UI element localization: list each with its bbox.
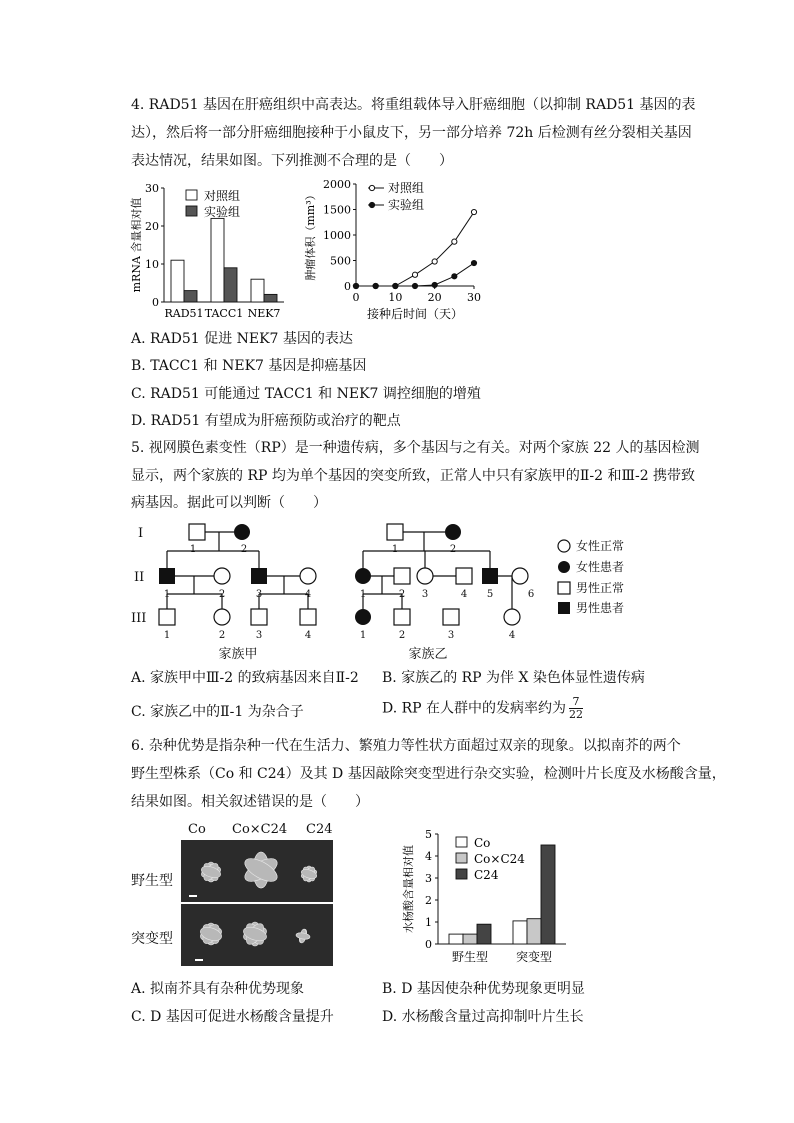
- gen-label-I: I: [138, 526, 144, 541]
- fraction-denominator: 22: [569, 708, 584, 721]
- pedigree-b-III-3: [443, 609, 459, 625]
- y-tick-label: 1500: [323, 203, 351, 217]
- plant-photo-row-wild: 野生型: [131, 873, 173, 889]
- y-axis-label: mRNA 含量相对值: [130, 197, 143, 293]
- pedigree-b-II-2: [394, 568, 410, 584]
- x-tick-label: 30: [467, 291, 481, 304]
- q5-option-c[interactable]: C. 家族乙中的Ⅱ-1 为杂合子: [131, 704, 304, 720]
- q4-stem-line-2: 达），然后将一部分肝癌细胞接种于小鼠皮下，另一部分培养 72h 后检测有丝分裂相关基因: [131, 125, 692, 141]
- q4-option-c[interactable]: C. RAD51 可能通过 TACC1 和 NEK7 调控细胞的增殖: [131, 386, 481, 402]
- q5-stem-line-1: 5. 视网膜色素变性（RP）是一种遗传病，多个基因与之有关。对两个家族 22 人的基因检测: [131, 440, 700, 456]
- y-tick-label: 0: [425, 938, 432, 951]
- bar-Co-突变型: [513, 921, 527, 944]
- ped-num: 3: [255, 630, 263, 641]
- q5-stem-line-3: 病基因。据此可以判断（ ）: [131, 495, 327, 511]
- legend-swatch: [186, 206, 197, 216]
- pedigree-b-II-3: [417, 568, 433, 584]
- x-tick-label: RAD51: [164, 307, 204, 320]
- y-tick-label: 5: [425, 828, 432, 841]
- ped-num: 3: [421, 589, 429, 600]
- y-tick-label: 2: [425, 894, 432, 907]
- legend-label: 对照组: [388, 181, 425, 195]
- x-axis-label: 接种后时间（天）: [366, 307, 464, 321]
- pedigree-a-III-3: [251, 609, 267, 625]
- point-实验组: [412, 283, 417, 288]
- gen-label-III: III: [131, 611, 147, 626]
- pedigree-a-II-3: [251, 568, 267, 584]
- ped-num: 2: [218, 630, 226, 641]
- legend-label: 实验组: [388, 198, 425, 212]
- pedigree-a-II-2: [214, 568, 230, 584]
- pedigree-b-I-2: [445, 524, 461, 540]
- x-tick-label: TACC1: [204, 307, 244, 320]
- legend-female-affected: 女性患者: [576, 560, 625, 574]
- legend-male-normal: 男性正常: [576, 581, 625, 595]
- x-tick-label: 10: [388, 291, 403, 304]
- q4-option-b[interactable]: B. TACC1 和 NEK7 基因是抑癌基因: [131, 358, 367, 374]
- legend-marker: [369, 185, 374, 190]
- bar-对照组-TACC1: [211, 218, 224, 302]
- q6-option-b[interactable]: B. D 基因使杂种优势现象更明显: [382, 981, 585, 997]
- ped-num: 4: [508, 630, 516, 641]
- legend-label: Co×C24: [474, 852, 525, 866]
- q5-option-a[interactable]: A. 家族甲中Ⅲ-2 的致病基因来自Ⅱ-2: [131, 670, 359, 686]
- plant-photo-col-co: Co: [188, 822, 206, 837]
- point-实验组: [353, 283, 358, 288]
- pedigree-b-II-4: [456, 568, 472, 584]
- x-tick-label: 0: [352, 291, 360, 304]
- y-tick-label: 2000: [323, 178, 351, 191]
- point-对照组: [471, 209, 476, 214]
- q6-stem-line-2: 野生型株系（Co 和 C24）及其 D 基因敲除突变型进行杂交实验，检测叶片长度及水杨酸含量，: [131, 766, 726, 782]
- bar-Co×C24-野生型: [463, 934, 477, 944]
- bar-实验组-TACC1: [224, 268, 237, 302]
- x-tick-label: NEK7: [247, 307, 281, 320]
- pedigree-b-III-2: [394, 609, 410, 625]
- legend-label: 对照组: [204, 189, 241, 203]
- ped-num: 2: [398, 630, 406, 641]
- q5-stem-line-2: 显示，两个家族的 RP 均为单个基因的突变所致，正常人中只有家族甲的Ⅱ-2 和Ⅲ-2 携带致: [131, 468, 696, 484]
- mrna-bar-chart: [128, 176, 288, 324]
- ped-num: 3: [447, 630, 455, 641]
- salicylic-acid-bar-chart: [398, 826, 588, 974]
- pedigree-a-II-1: [159, 568, 175, 584]
- ped-num: 2: [449, 544, 457, 555]
- q5-option-d-text: D. RP 在人群中的发病率约为: [382, 700, 567, 717]
- q6-option-a[interactable]: A. 拟南芥具有杂种优势现象: [131, 981, 305, 997]
- bar-对照组-RAD51: [171, 260, 184, 302]
- q6-stem-line-1: 6. 杂种优势是指杂种一代在生活力、繁殖力等性状方面超过双亲的现象。以拟南芥的两个: [131, 738, 681, 754]
- pedigree-diagram: [128, 518, 648, 664]
- plant-photo-col-c24: C24: [306, 822, 333, 837]
- family-a-label: 家族甲: [218, 647, 258, 662]
- pedigree-b-III-1: [355, 609, 371, 625]
- ped-num: 1: [163, 630, 171, 641]
- point-对照组: [412, 272, 417, 277]
- legend-female-normal-icon: [558, 540, 570, 552]
- pedigree-a-I-1: [189, 524, 205, 540]
- legend-male-normal-icon: [558, 582, 570, 594]
- bar-Co×C24-突变型: [527, 919, 541, 944]
- y-tick-label: 0: [344, 280, 351, 293]
- point-对照组: [432, 259, 437, 264]
- bar-对照组-NEK7: [251, 279, 264, 302]
- y-axis-label: 肿瘤体积（mm³）: [304, 189, 317, 281]
- y-axis-label: 水杨酸含量相对值: [402, 845, 415, 933]
- legend-label: 实验组: [204, 205, 241, 219]
- pedigree-b-I-1: [387, 524, 403, 540]
- q5-option-b[interactable]: B. 家族乙的 RP 为伴 X 染色体显性遗传病: [382, 670, 645, 686]
- plant-photo-mutant-type: [181, 904, 333, 966]
- ped-num: 3: [255, 589, 263, 600]
- pedigree-a-III-2: [214, 609, 230, 625]
- y-tick-label: 4: [425, 850, 432, 863]
- legend-label: Co: [474, 836, 491, 850]
- pedigree-b-III-4: [504, 609, 520, 625]
- legend-swatch: [456, 853, 467, 863]
- ped-num: 6: [527, 589, 535, 600]
- pedigree-b-II-1: [355, 568, 371, 584]
- bar-C24-野生型: [477, 924, 491, 944]
- ped-num: 1: [359, 630, 367, 641]
- point-对照组: [452, 239, 457, 244]
- ped-num: 2: [398, 589, 406, 600]
- legend-swatch: [456, 837, 467, 847]
- pedigree-a-III-1: [159, 609, 175, 625]
- q4-option-a[interactable]: A. RAD51 促进 NEK7 基因的表达: [131, 331, 353, 347]
- y-tick-label: 1: [425, 916, 432, 929]
- ped-num: 1: [391, 544, 399, 555]
- legend-swatch: [456, 869, 467, 879]
- bar-实验组-RAD51: [184, 291, 197, 302]
- x-tick-label: 野生型: [451, 950, 489, 964]
- plant-photo-wild-type: [181, 840, 333, 902]
- bar-Co-野生型: [449, 934, 463, 944]
- plant-photo-col-coxc24: Co×C24: [232, 822, 288, 837]
- legend-male-affected: 男性患者: [576, 601, 625, 615]
- ped-num: 5: [486, 589, 494, 600]
- q4-stem-line-1: 4. RAD51 基因在肝癌组织中高表达。将重组载体导入肝癌细胞（以抑制 RAD51 基因的表: [131, 97, 696, 113]
- bar-C24-突变型: [541, 845, 555, 944]
- rosette-icons-wild: [181, 840, 333, 902]
- ped-num: 2: [218, 589, 226, 600]
- q6-option-d[interactable]: D. 水杨酸含量过高抑制叶片生长: [382, 1009, 584, 1025]
- legend-swatch: [186, 190, 197, 200]
- rosette-icons-mutant: [181, 904, 333, 966]
- q6-option-c[interactable]: C. D 基因可促进水杨酸含量提升: [131, 1009, 334, 1025]
- ped-num: 4: [460, 589, 468, 600]
- family-b-label: 家族乙: [408, 647, 448, 662]
- pedigree-a-I-2: [234, 524, 250, 540]
- plant-photo-row-mutant: 突变型: [131, 931, 173, 947]
- y-tick-label: 10: [145, 258, 159, 271]
- pedigree-a-III-4: [300, 609, 316, 625]
- y-tick-label: 1000: [323, 229, 351, 242]
- q5-option-d-fraction: [569, 696, 583, 721]
- pedigree-b-II-6: [512, 568, 528, 584]
- ped-num: 2: [240, 544, 248, 555]
- pedigree-a-II-4: [300, 568, 316, 584]
- legend-label: C24: [474, 868, 499, 882]
- q4-option-d[interactable]: D. RAD51 有望成为肝癌预防或治疗的靶点: [131, 413, 401, 429]
- point-实验组: [432, 282, 437, 287]
- y-tick-label: 0: [152, 296, 159, 309]
- legend-marker: [369, 202, 374, 207]
- point-实验组: [471, 260, 476, 265]
- bar-实验组-NEK7: [264, 294, 277, 302]
- q4-stem-line-3: 表达情况，结果如图。下列推测不合理的是（ ）: [131, 153, 453, 169]
- y-tick-label: 20: [145, 220, 159, 233]
- gen-label-II: II: [134, 570, 145, 585]
- legend-male-affected-icon: [558, 602, 570, 614]
- ped-num: 4: [304, 630, 312, 641]
- y-tick-label: 3: [425, 872, 432, 885]
- legend-female-normal: 女性正常: [576, 539, 625, 553]
- y-tick-label: 30: [145, 182, 159, 195]
- q5-option-d[interactable]: [382, 696, 583, 721]
- x-tick-label: 20: [427, 291, 442, 304]
- ped-num: 4: [304, 589, 312, 600]
- x-tick-label: 突变型: [515, 950, 553, 964]
- pedigree-b-II-5: [482, 568, 498, 584]
- q6-stem-line-3: 结果如图。相关叙述错误的是（ ）: [131, 794, 369, 810]
- ped-num: 1: [359, 589, 367, 600]
- ped-num: 1: [163, 589, 171, 600]
- point-实验组: [452, 274, 457, 279]
- legend-female-affected-icon: [558, 561, 570, 573]
- point-实验组: [373, 283, 378, 288]
- point-实验组: [393, 283, 398, 288]
- y-tick-label: 500: [330, 254, 351, 268]
- ped-num: 1: [189, 544, 197, 555]
- fraction-numerator: 7: [569, 696, 583, 709]
- tumor-volume-line-chart: [298, 176, 488, 324]
